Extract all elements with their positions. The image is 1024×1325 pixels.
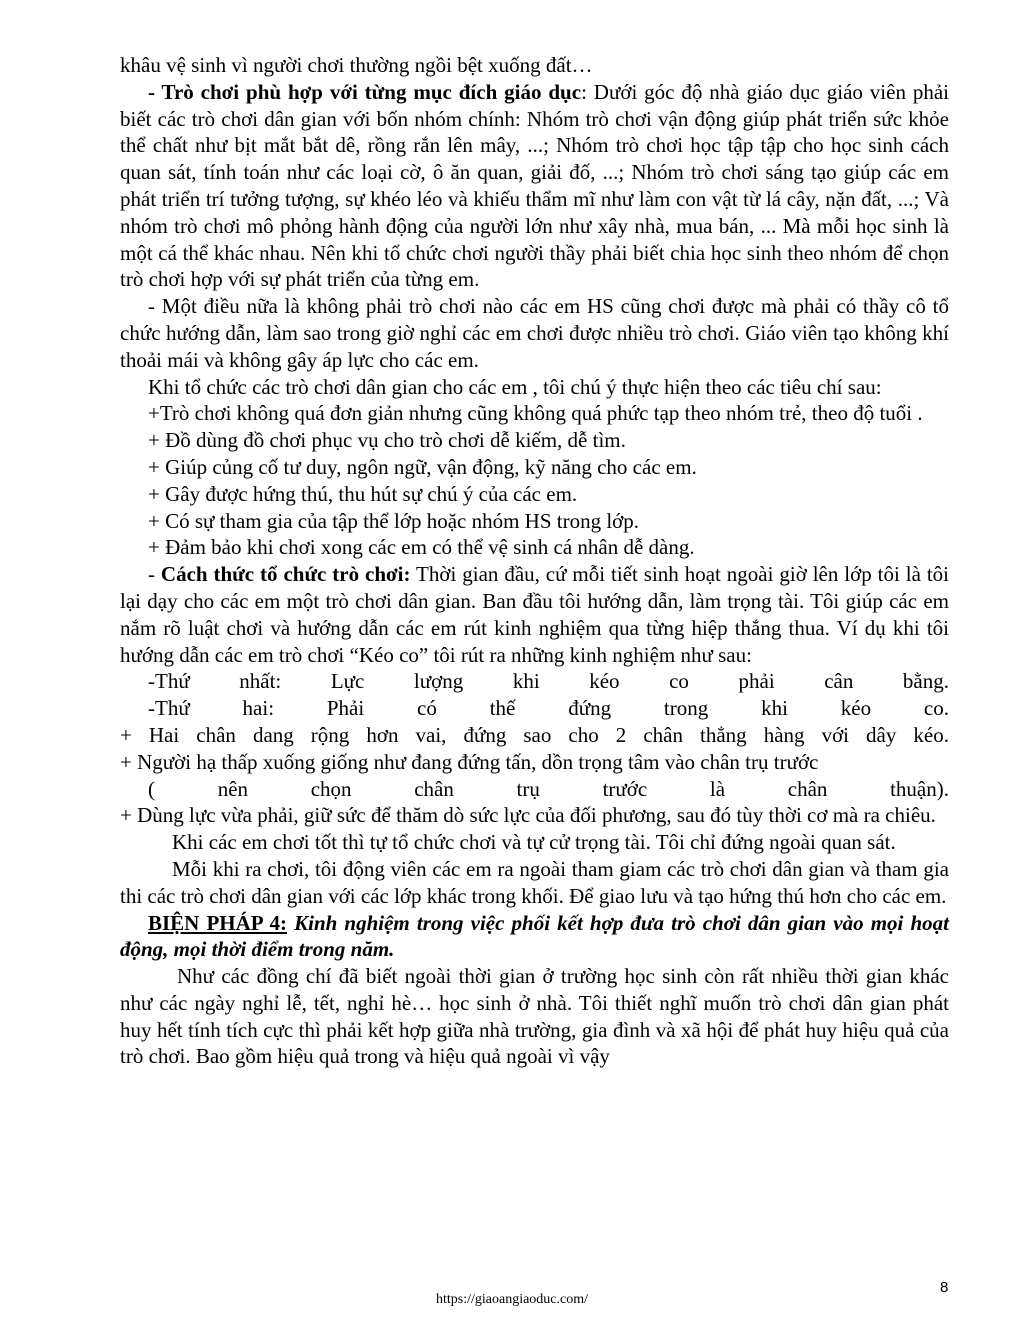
criteria-item: + Đồ dùng đồ chơi phục vụ cho trò chơi dễ kiếm, dễ tìm. (148, 428, 626, 453)
paragraph-criteria-intro: Khi tổ chức các trò chơi dân gian cho các em , tôi chú ý thực hiện theo các tiêu chí sau: (148, 374, 882, 399)
criteria-item: + Giúp củng cố tư duy, ngôn ngữ, vận động, kỹ năng cho các em. (148, 454, 697, 479)
section-heading (120, 910, 949, 964)
paragraph-lead-bold: Cách thức tổ chức trò chơi: (160, 562, 411, 587)
paragraph-3: - Một điều nữa là không phải trò chơi nào các em HS cũng chơi được mà phải có thầy cô tổ chức hướng dẫn, làm sao trong giờ nghỉ các em chơi được nhiều trò chơi. Giáo viên tạo không khí thoải mái và không gây áp lực cho các em. (120, 294, 949, 372)
paragraph-lead-bold: - Trò chơi phù hợp với từng mục đích giáo dục (148, 79, 582, 104)
paragraph-8: Như các đồng chí đã biết ngoài thời gian ở trường học sinh còn rất nhiều thời gian khác như các ngày nghỉ lễ, tết, nghỉ hè… học sinh ở nhà. Tôi thiết nghĩ muốn trò chơi dân gian phát huy hết tính tích cực thì phải kết hợp giữa nhà trường, gia đình và xã hội để phát huy hiệu quả của trò chơi. Bao gồm hiệu quả trong và hiệu quả ngoài vì vậy (120, 964, 949, 1069)
page-number: 8 (940, 1279, 949, 1296)
criteria-item: +Trò chơi không quá đơn giản nhưng cũng không quá phức tạp theo nhóm trẻ, theo độ tuổi . (148, 401, 923, 426)
criteria-item: + Đảm bảo khi chơi xong các em có thể vệ sinh cá nhân dễ dàng. (148, 535, 695, 560)
experience-line: + Người hạ thấp xuống giống như đang đứng tấn, dồn trọng tâm vào chân trụ trước (120, 749, 819, 774)
paragraph-organization (120, 561, 949, 668)
paragraph-1: khâu vệ sinh vì người chơi thường ngồi bệt xuống đất… (120, 53, 593, 77)
paragraph-prefix: - (148, 562, 161, 587)
paragraph-7: Mỗi khi ra chơi, tôi động viên các em ra ngoài tham giam các trò chơi dân gian và tham gia thi các trò chơi dân gian với các lớp khác trong khối. Để giao lưu và tạo hứng thú hơn cho các em. (120, 856, 949, 908)
document-page (120, 52, 949, 1070)
criteria-item: + Gây được hứng thú, thu hút sự chú ý của các em. (148, 481, 578, 506)
experience-line: -Thứ nhất: Lực lượng khi kéo co phải cân bằng. (148, 669, 949, 694)
criteria-item: + Có sự tham gia của tập thể lớp hoặc nhóm HS trong lớp. (148, 508, 640, 533)
paragraph-text: Thời gian đầu, cứ mỗi tiết sinh hoạt ngoài giờ lên lớp tôi là tôi lại dạy cho các em một trò chơi dân gian. Ban đầu tôi hướng dẫn, làm trọng tài. Tôi giúp các em nắm rõ luật chơi và hướng dẫn các em rút kinh nghiệm qua từng hiệp thắng thua. Ví dụ khi tôi hướng dẫn các em trò chơi “Kéo co” tôi rút ra những kinh nghiệm như sau: (120, 562, 950, 667)
experience-line: -Thứ hai: Phải có thế đứng trong khi kéo co. (148, 696, 949, 721)
paragraph-6: Khi các em chơi tốt thì tự tổ chức chơi và tự cử trọng tài. Tôi chỉ đứng ngoài quan sát. (172, 830, 896, 855)
section-label: BIỆN PHÁP 4: (148, 910, 288, 935)
paragraph-text: : Dưới góc độ nhà giáo dục giáo viên phải biết các trò chơi dân gian với bốn nhóm chính: Nhóm trò chơi vận động giúp phát triển sức khỏe thể chất như bịt mắt bắt dê, rồng rắn lên mây, ...; Nhóm trò chơi học tập tập cho học sinh cách quan sát, tính toán như các loại cờ, ô ăn quan, giải đố, ...; Nhóm trò chơi sáng tạo giúp các em phát triển trí tưởng tượng, sự khéo léo và khiếu thẩm mĩ như làm con vật từ lá cây, nặn đất, ...; Và nhóm trò chơi mô phỏng hành động của người lớn như xây nhà, mua bán, ... Mà mỗi học sinh là một cá thể khác nhau. Nên khi tổ chức chơi người thầy phải biết chia học sinh theo nhóm để chọn trò chơi hợp với sự phát triển của từng em. (120, 79, 949, 292)
experience-line: + Hai chân dang rộng hơn vai, đứng sao cho 2 chân thẳng hàng với dây kéo. (120, 722, 949, 747)
footer-url: https://giaoangiaoduc.com/ (435, 1292, 589, 1307)
section-title: Kinh nghiệm trong việc phối kết hợp đưa trò chơi dân gian vào mọi hoạt động, mọi thời điểm trong năm. (120, 910, 949, 962)
experience-line: ( nên chọn chân trụ trước là chân thuận). (148, 776, 949, 801)
experience-line: + Dùng lực vừa phải, giữ sức để thăm dò sức lực của đối phương, sau đó tùy thời cơ mà ra chiêu. (120, 803, 936, 828)
paragraph-educational-purpose (120, 79, 949, 293)
